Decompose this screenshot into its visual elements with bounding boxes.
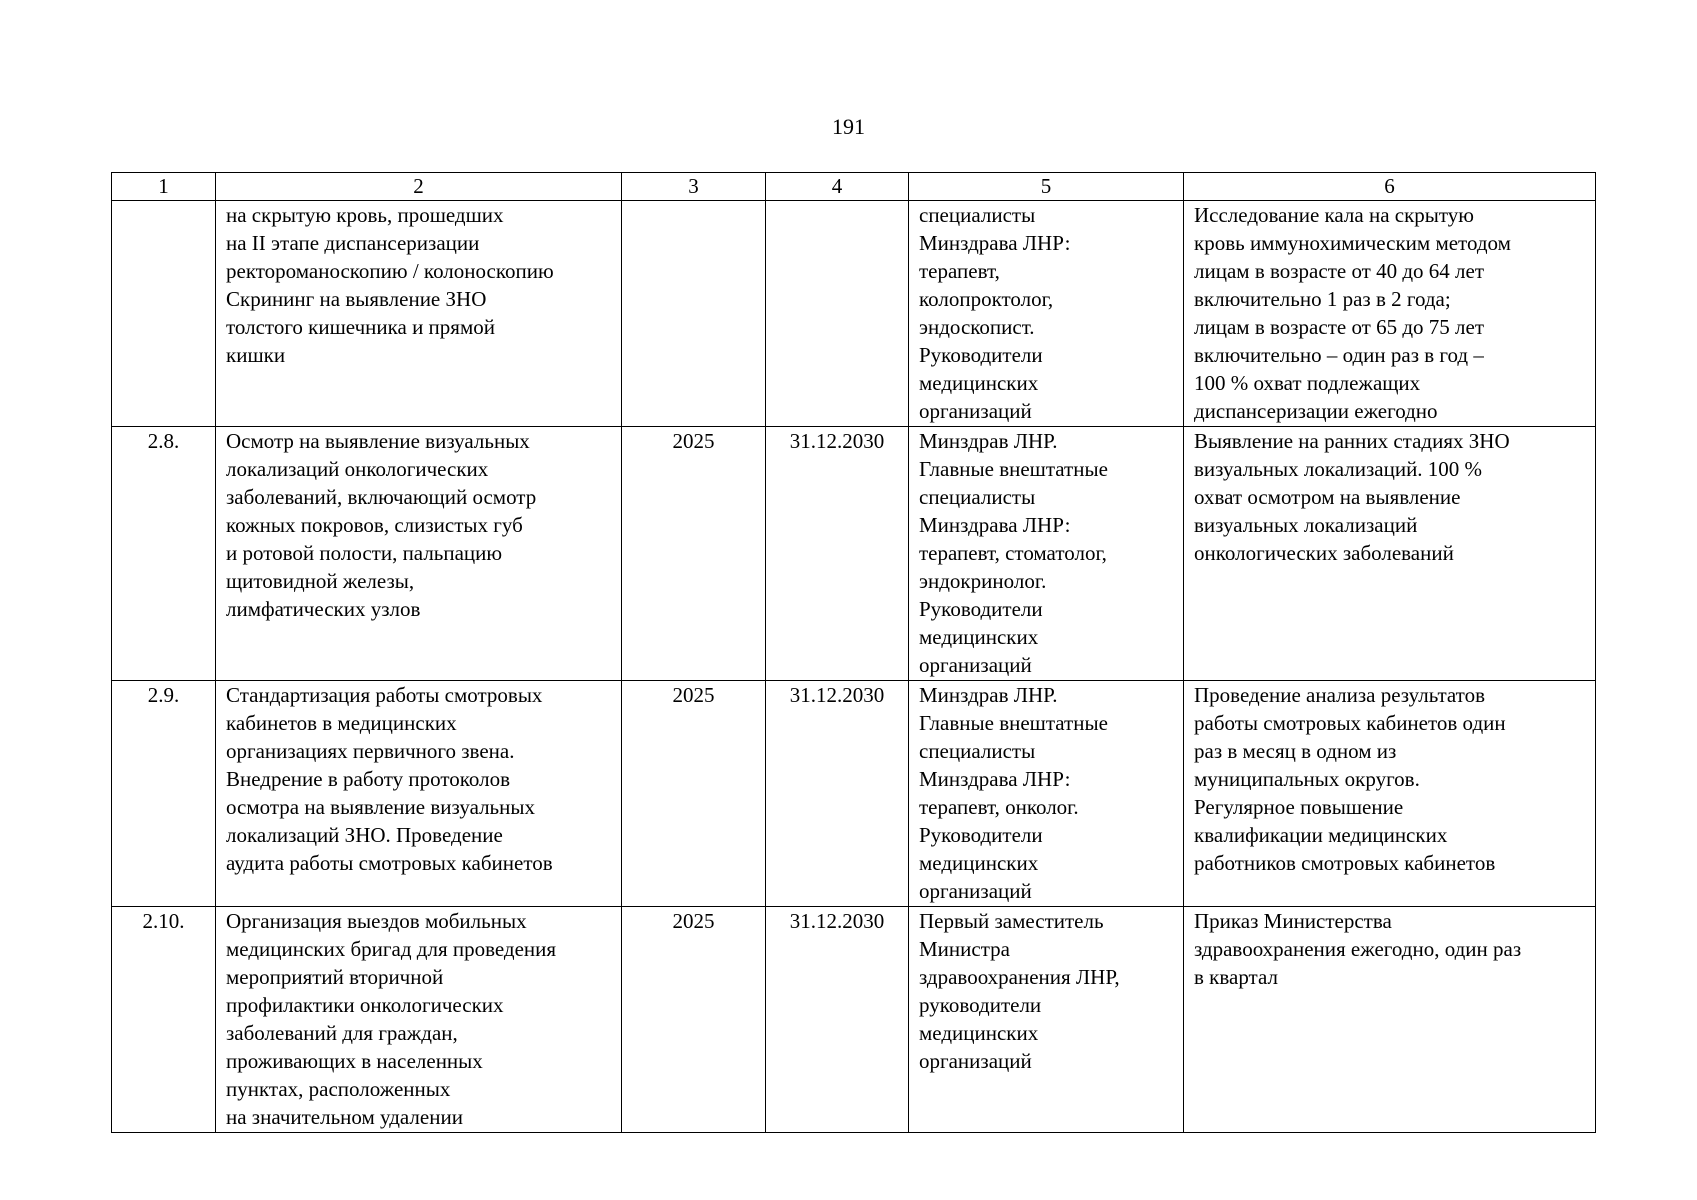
responsible-cell: Первый заместитель Министра здравоохранения ЛНР, руководители медицинских организаций — [909, 907, 1184, 1133]
responsible-cell: Минздрав ЛНР. Главные внештатные специалисты Минздрава ЛНР: терапевт, онколог. Руководители медицинских организаций — [909, 681, 1184, 907]
table-row — [112, 681, 1596, 907]
activity-cell: Стандартизация работы смотровых кабинетов в медицинских организациях первичного звена. Внедрение в работу протоколов осмотра на выявление визуальных локализаций ЗНО. Проведение аудита работы смотровых кабинетов — [216, 681, 622, 907]
activity-cell: Осмотр на выявление визуальных локализаций онкологических заболеваний, включающий осмотр кожных покровов, слизистых губ и ротовой полости, пальпацию щитовидной железы, лимфатических узлов — [216, 427, 622, 681]
column-header: 5 — [909, 173, 1184, 201]
responsible-cell: Минздрав ЛНР. Главные внештатные специалисты Минздрава ЛНР: терапевт, стоматолог, эндокринолог. Руководители медицинских организаций — [909, 427, 1184, 681]
table-row — [112, 907, 1596, 1133]
start-year-cell — [622, 201, 766, 427]
column-header: 1 — [112, 173, 216, 201]
column-header: 4 — [766, 173, 909, 201]
result-cell: Исследование кала на скрытую кровь иммунохимическим методом лицам в возрасте от 40 до 64 лет включительно 1 раз в 2 года; лицам в возрасте от 65 до 75 лет включительно – один раз в год – 100 % охват подлежащих диспансеризации ежегодно — [1184, 201, 1596, 427]
table-row — [112, 427, 1596, 681]
end-date-cell — [766, 201, 909, 427]
start-year-cell: 2025 — [622, 681, 766, 907]
column-header: 2 — [216, 173, 622, 201]
measures-table — [111, 172, 1596, 1133]
page-number: 191 — [832, 114, 865, 139]
column-header: 6 — [1184, 173, 1596, 201]
result-cell: Приказ Министерства здравоохранения ежегодно, один раз в квартал — [1184, 907, 1596, 1133]
row-number: 2.8. — [112, 427, 216, 681]
start-year-cell: 2025 — [622, 907, 766, 1133]
row-number — [112, 201, 216, 427]
row-number: 2.9. — [112, 681, 216, 907]
table-row — [112, 201, 1596, 427]
result-cell: Выявление на ранних стадиях ЗНО визуальных локализаций. 100 % охват осмотром на выявление визуальных локализаций онкологических заболеваний — [1184, 427, 1596, 681]
end-date-cell: 31.12.2030 — [766, 427, 909, 681]
end-date-cell: 31.12.2030 — [766, 681, 909, 907]
responsible-cell: специалисты Минздрава ЛНР: терапевт, колопроктолог, эндоскопист. Руководители медицинских организаций — [909, 201, 1184, 427]
activity-cell: Организация выездов мобильных медицинских бригад для проведения мероприятий вторичной профилактики онкологических заболеваний для граждан, проживающих в населенных пунктах, расположенных на значительном удалении — [216, 907, 622, 1133]
row-number: 2.10. — [112, 907, 216, 1133]
header-row — [112, 173, 1596, 201]
result-cell: Проведение анализа результатов работы смотровых кабинетов один раз в месяц в одном из муниципальных округов. Регулярное повышение квалификации медицинских работников смотровых кабинетов — [1184, 681, 1596, 907]
end-date-cell: 31.12.2030 — [766, 907, 909, 1133]
column-header: 3 — [622, 173, 766, 201]
start-year-cell: 2025 — [622, 427, 766, 681]
activity-cell: на скрытую кровь, прошедших на II этапе диспансеризации ректороманоскопию / колоноскопию Скрининг на выявление ЗНО толстого кишечника и прямой кишки — [216, 201, 622, 427]
